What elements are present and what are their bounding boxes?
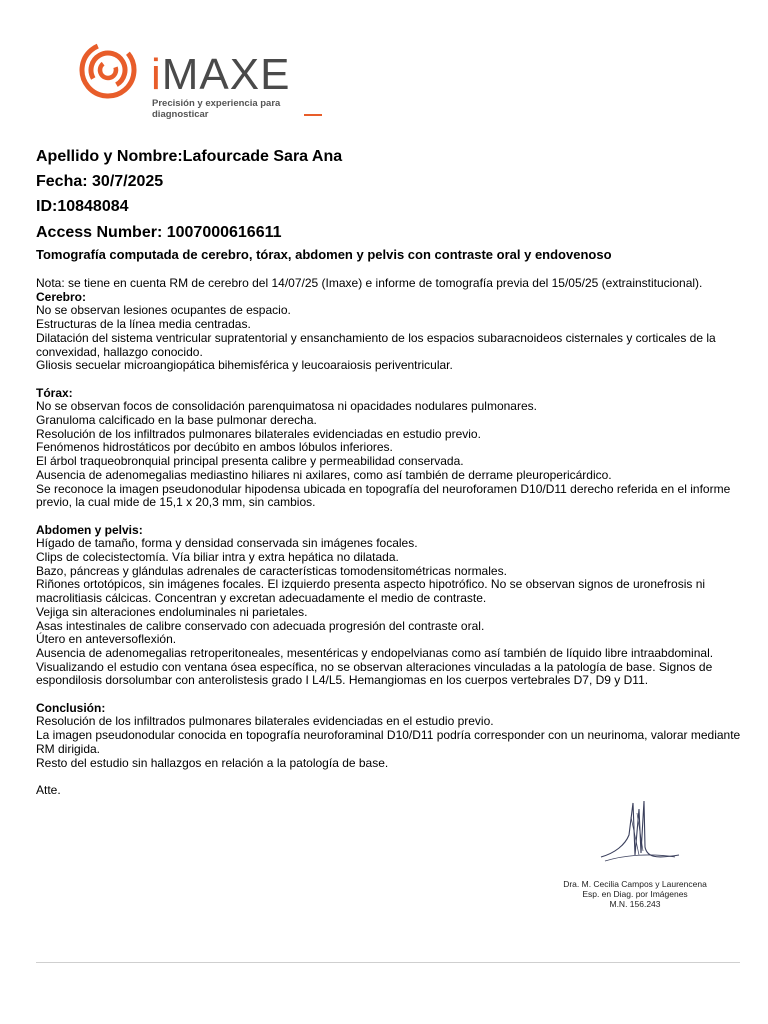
signer-name: Dra. M. Cecilia Campos y Laurencena xyxy=(563,879,707,889)
footer-divider xyxy=(36,962,740,963)
report-date: Fecha: 30/7/2025 xyxy=(36,173,164,190)
spacer xyxy=(36,688,748,702)
report-body xyxy=(36,277,748,798)
signer-title: Esp. en Diag. por Imágenes xyxy=(582,889,688,899)
spacer xyxy=(36,510,748,524)
finding-line: No se observan focos de consolidación parenquimatosa ni opacidades nodulares pulmonares. xyxy=(36,399,537,414)
finding-line: Estructuras de la línea media centradas. xyxy=(36,317,251,332)
access-number: Access Number: 1007000616611 xyxy=(36,224,282,241)
logo-wordmark-rest: MAXE xyxy=(161,50,291,99)
finding-line: Riñones ortotópicos, sin imágenes focales. El izquierdo presenta aspecto hipotrófico. No se observan signos de uronefrosis ni macrolitiasis cálcicas. Concentran y excretan adecuadamente el medio de contraste. xyxy=(36,577,706,606)
spacer xyxy=(36,373,748,387)
section-heading-cerebro: Cerebro: xyxy=(36,289,87,304)
conclusion-line: La imagen pseudonodular conocida en topografía neuroforaminal D10/D11 podría corresponder con un neurinoma, valorar mediante RM dirigida. xyxy=(36,728,741,756)
finding-line: No se observan lesiones ocupantes de espacio. xyxy=(36,303,291,318)
logo-accent-bar xyxy=(304,114,322,116)
finding-line: Ausencia de adenomegalias retroperitoneales, mesentéricas y endopelvianas como así también de líquido libre intraabdominal. xyxy=(36,645,714,660)
imaxe-logo-swirl-icon xyxy=(78,42,150,102)
report-note: Nota: se tiene en cuenta RM de cerebro del 14/07/25 (Imaxe) e informe de tomografía previa del 15/05/25 (extrainstitucional). xyxy=(36,276,703,290)
finding-line: Visualizando el estudio con ventana ósea específica, no se observan alteraciones vinculadas a la patología de base. Signos de espondilosis dorsolumbar con anterolistesis grado I L4/L5. Hemangiomas en los cuerpos vertebrales D7, D9 y D11. xyxy=(36,659,713,688)
patient-id: ID:10848084 xyxy=(36,198,129,215)
section-heading-conclusion: Conclusión: xyxy=(36,700,106,715)
finding-line: Ausencia de adenomegalias mediastino hiliares ni axilares, como así también de derrame pleuropericárdico. xyxy=(36,467,612,482)
logo-wordmark-i: i xyxy=(151,50,162,99)
finding-line: Clips de colecistectomía. Vía biliar intra y extra hepática no dilatada. xyxy=(36,550,399,565)
finding-line: Útero en anteversoflexión. xyxy=(36,632,177,647)
logo-tagline: Precisión y experiencia para diagnosticar xyxy=(152,98,281,120)
finding-line: Bazo, páncreas y glándulas adrenales de características tomodensitométricas normales. xyxy=(36,563,507,578)
finding-line: Fenómenos hidrostáticos por decúbito en ambos lóbulos inferiores. xyxy=(36,440,393,455)
handwritten-signature xyxy=(595,795,685,873)
signer-license: M.N. 156.243 xyxy=(609,899,661,909)
finding-line: Granuloma calcificado en la base pulmonar derecha. xyxy=(36,413,317,428)
conclusion-line: Resto del estudio sin hallazgos en relación a la patología de base. xyxy=(36,755,389,770)
finding-line: El árbol traqueobronquial principal presenta calibre y permeabilidad conservada. xyxy=(36,454,464,469)
finding-line: Asas intestinales de calibre conservado con adecuada progresión del contraste oral. xyxy=(36,618,485,633)
finding-line: Hígado de tamaño, forma y densidad conservada sin imágenes focales. xyxy=(36,536,418,551)
closing-text: Atte. xyxy=(36,782,61,797)
section-heading-abdomen: Abdomen y pelvis: xyxy=(36,522,143,537)
finding-line: Se reconoce la imagen pseudonodular hipodensa ubicada en topografía del neuroforamen D10/D11 derecho referida en el informe previo, la cual mide de 15,1 x 20,3 mm, sin cambios. xyxy=(36,481,731,510)
signature-block xyxy=(540,879,730,909)
finding-line: Vejiga sin alteraciones endoluminales ni parietales. xyxy=(36,604,308,619)
finding-line: Dilatación del sistema ventricular supratentorial y ensanchamiento de los espacios subaracnoideos cisternales y corticales de la convexidad, hallazgo conocido. xyxy=(36,330,716,359)
logo-wordmark xyxy=(151,50,290,100)
spacer xyxy=(36,770,748,784)
section-heading-torax: Tórax: xyxy=(36,385,73,400)
conclusion-line: Resolución de los infiltrados pulmonares bilaterales evidenciadas en el estudio previo. xyxy=(36,714,494,729)
imaxe-logo xyxy=(78,42,338,118)
finding-line: Resolución de los infiltrados pulmonares bilaterales evidenciadas en estudio previo. xyxy=(36,426,481,441)
finding-line: Gliosis secuelar microangiopática bihemisférica y leucoaraiosis periventricular. xyxy=(36,358,453,373)
patient-name: Apellido y Nombre:Lafourcade Sara Ana xyxy=(36,148,343,165)
study-title: Tomografía computada de cerebro, tórax, abdomen y pelvis con contraste oral y endovenoso xyxy=(36,247,612,262)
